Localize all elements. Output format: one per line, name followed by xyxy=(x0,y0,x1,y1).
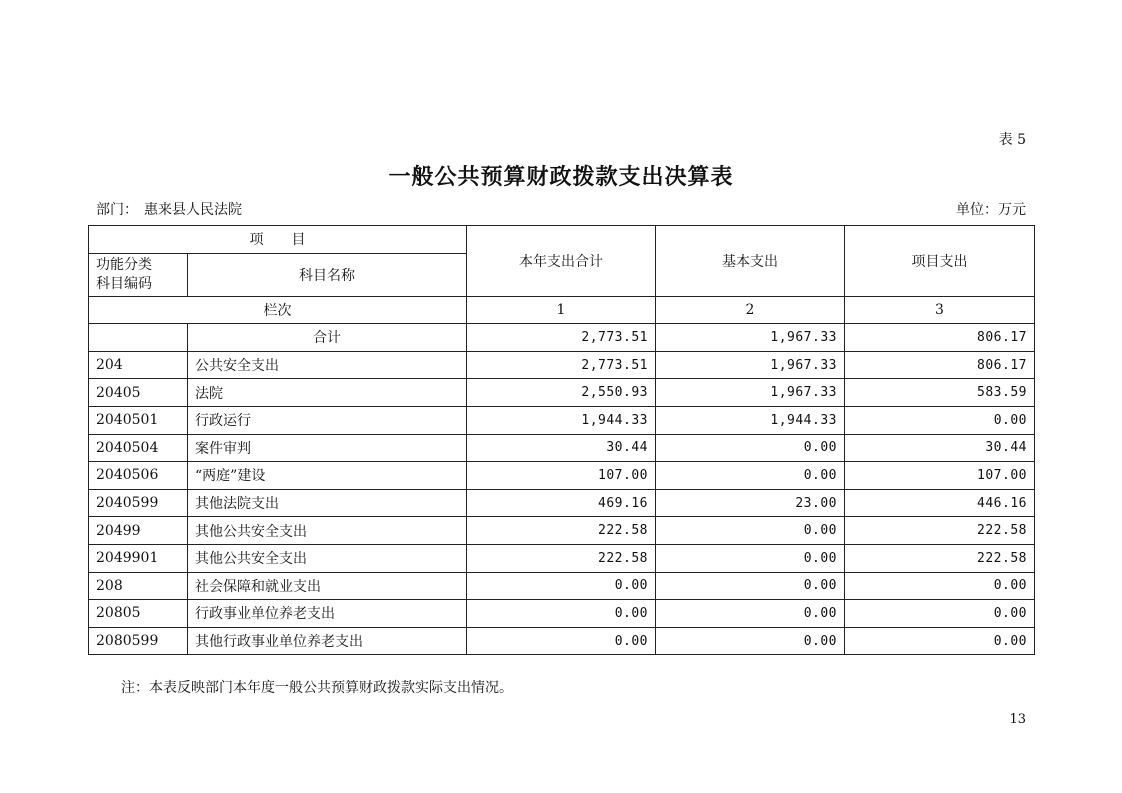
row-basic: 0.00 xyxy=(656,544,845,572)
row-code: 2080599 xyxy=(89,627,188,655)
row-basic: 0.00 xyxy=(656,627,845,655)
table-row xyxy=(89,600,1035,628)
row-total: 222.58 xyxy=(467,544,656,572)
table-row xyxy=(89,406,1035,434)
table-row xyxy=(89,572,1035,600)
row-total: 2,550.93 xyxy=(467,379,656,407)
column-index-row xyxy=(89,296,1035,324)
row-basic: 23.00 xyxy=(656,489,845,517)
row-name: 其他法院支出 xyxy=(188,489,467,517)
total-basic: 1,967.33 xyxy=(656,324,845,352)
row-basic: 1,967.33 xyxy=(656,351,845,379)
row-project: 30.44 xyxy=(845,434,1035,462)
col-index-3: 3 xyxy=(845,296,1035,324)
row-basic: 0.00 xyxy=(656,434,845,462)
table-row xyxy=(89,379,1035,407)
row-total: 0.00 xyxy=(467,627,656,655)
code-header-line1: 功能分类 xyxy=(96,256,152,273)
row-code: 2040501 xyxy=(89,406,188,434)
department-name: 惠来县人民法院 xyxy=(144,202,242,218)
row-basic: 0.00 xyxy=(656,462,845,490)
header-row-1 xyxy=(89,226,1035,254)
table-row xyxy=(89,351,1035,379)
table-row xyxy=(89,462,1035,490)
table-number-label: 表 5 xyxy=(998,132,1026,148)
item-header: 项 目 xyxy=(89,226,467,254)
col-header-total: 本年支出合计 xyxy=(467,226,656,297)
total-project: 806.17 xyxy=(845,324,1035,352)
row-total: 107.00 xyxy=(467,462,656,490)
page-number: 13 xyxy=(1009,712,1026,727)
expenditure-table xyxy=(88,225,1035,655)
unit-label: 单位：万元 xyxy=(956,202,1026,218)
row-code: 20499 xyxy=(89,517,188,545)
row-basic: 0.00 xyxy=(656,572,845,600)
row-basic: 1,967.33 xyxy=(656,379,845,407)
code-header xyxy=(89,253,188,296)
row-project: 0.00 xyxy=(845,572,1035,600)
row-project: 0.00 xyxy=(845,600,1035,628)
row-name: 法院 xyxy=(188,379,467,407)
row-project: 446.16 xyxy=(845,489,1035,517)
row-project: 0.00 xyxy=(845,627,1035,655)
table-row xyxy=(89,434,1035,462)
row-name: 行政运行 xyxy=(188,406,467,434)
department-line xyxy=(96,199,242,219)
row-code: 208 xyxy=(89,572,188,600)
row-name: “两庭”建设 xyxy=(188,462,467,490)
row-name: 其他行政事业单位养老支出 xyxy=(188,627,467,655)
table-row xyxy=(89,544,1035,572)
table-body xyxy=(89,226,1035,655)
row-project: 107.00 xyxy=(845,462,1035,490)
row-name: 其他公共安全支出 xyxy=(188,544,467,572)
row-name: 社会保障和就业支出 xyxy=(188,572,467,600)
row-code: 20805 xyxy=(89,600,188,628)
total-row xyxy=(89,324,1035,352)
name-header: 科目名称 xyxy=(188,253,467,296)
code-header-line2: 科目编码 xyxy=(96,275,152,292)
document-title: 一般公共预算财政拨款支出决算表 xyxy=(388,164,734,190)
col-header-basic: 基本支出 xyxy=(656,226,845,297)
row-total: 469.16 xyxy=(467,489,656,517)
row-total: 222.58 xyxy=(467,517,656,545)
column-order-label: 栏次 xyxy=(89,296,467,324)
row-project: 222.58 xyxy=(845,544,1035,572)
row-code: 2049901 xyxy=(89,544,188,572)
row-name: 其他公共安全支出 xyxy=(188,517,467,545)
total-amount: 2,773.51 xyxy=(467,324,656,352)
col-index-1: 1 xyxy=(467,296,656,324)
row-code: 20405 xyxy=(89,379,188,407)
row-name: 公共安全支出 xyxy=(188,351,467,379)
row-code: 2040599 xyxy=(89,489,188,517)
row-code: 2040506 xyxy=(89,462,188,490)
col-header-project: 项目支出 xyxy=(845,226,1035,297)
row-project: 583.59 xyxy=(845,379,1035,407)
department-label: 部门： xyxy=(96,202,138,218)
table-row xyxy=(89,517,1035,545)
table-row xyxy=(89,627,1035,655)
row-name: 案件审判 xyxy=(188,434,467,462)
table-row xyxy=(89,489,1035,517)
row-total: 1,944.33 xyxy=(467,406,656,434)
row-basic: 1,944.33 xyxy=(656,406,845,434)
total-code-cell xyxy=(89,324,188,352)
row-basic: 0.00 xyxy=(656,517,845,545)
row-total: 0.00 xyxy=(467,572,656,600)
row-code: 204 xyxy=(89,351,188,379)
row-total: 0.00 xyxy=(467,600,656,628)
row-total: 30.44 xyxy=(467,434,656,462)
footnote: 注：本表反映部门本年度一般公共预算财政拨款实际支出情况。 xyxy=(121,680,513,696)
row-project: 222.58 xyxy=(845,517,1035,545)
row-code: 2040504 xyxy=(89,434,188,462)
row-project: 0.00 xyxy=(845,406,1035,434)
row-basic: 0.00 xyxy=(656,600,845,628)
row-project: 806.17 xyxy=(845,351,1035,379)
row-total: 2,773.51 xyxy=(467,351,656,379)
row-name: 行政事业单位养老支出 xyxy=(188,600,467,628)
col-index-2: 2 xyxy=(656,296,845,324)
total-label: 合计 xyxy=(188,324,467,352)
